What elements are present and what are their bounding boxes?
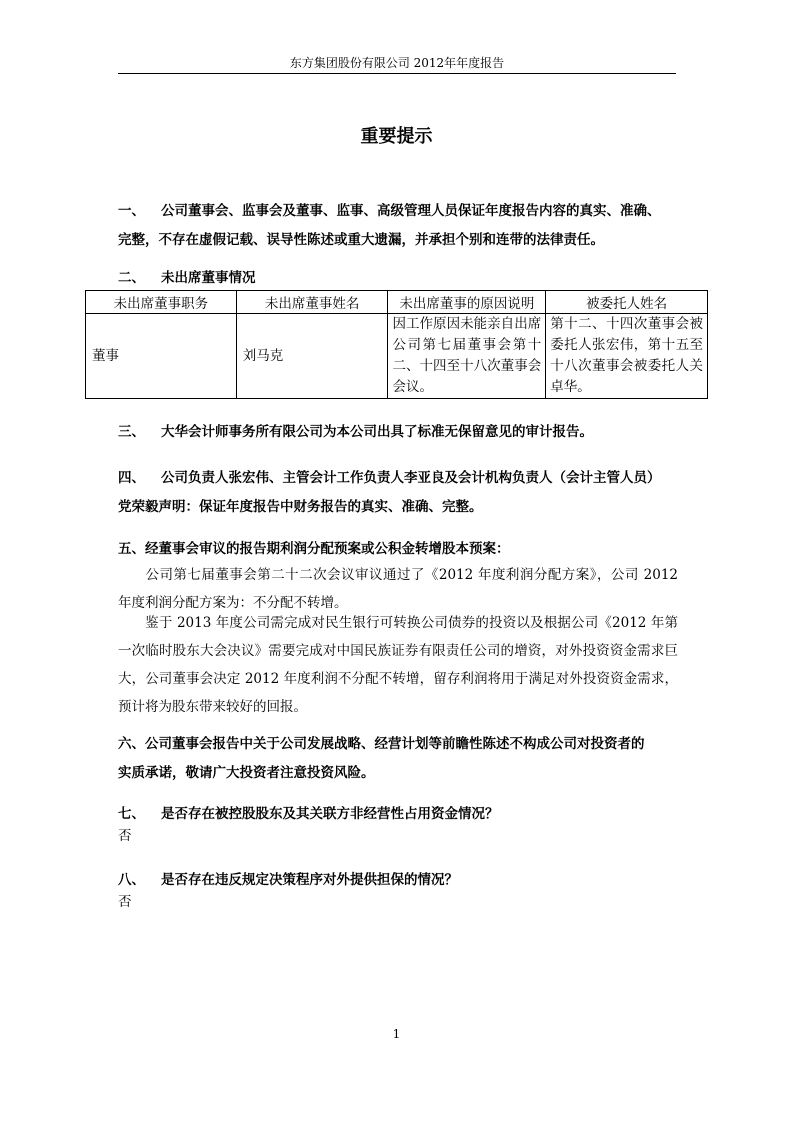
cell-reason: 因工作原因未能亲自出席公司第七届董事会第十二、十四至十八次董事会会议。 [388, 314, 546, 399]
section-1-line-2: 完整，不存在虚假记载、误导性陈述或重大遗漏，并承担个别和连带的法律责任。 [118, 232, 604, 248]
section-1 [118, 197, 678, 255]
section-5-title: 五、经董事会审议的报告期利润分配预案或公积金转增股本预案： [118, 541, 510, 557]
table-header-cell: 未出席董事的原因说明 [388, 291, 546, 314]
section-4-line-2: 党荣毅声明：保证年度报告中财务报告的真实、准确、完整。 [118, 499, 483, 515]
header-rule [118, 73, 676, 74]
cell-proxy: 第十二、十四次董事会被委托人张宏伟，第十五至十八次董事会被委托人关卓华。 [546, 314, 708, 399]
section-7-answer: 否 [118, 828, 132, 844]
section-6-line-1: 六、公司董事会报告中关于公司发展战略、经营计划等前瞻性陈述不构成公司对投资者的 [118, 736, 645, 752]
section-6-line-2: 实质承诺，敬请广大投资者注意投资风险。 [118, 765, 375, 781]
section-5-paragraph-1-text: 公司第七届董事会第二十二次会议审议通过了《2012 年度利润分配方案》，公司 2012 年度利润分配方案为：不分配不转增。 [118, 567, 678, 611]
table-header-cell: 被委托人姓名 [546, 291, 708, 314]
section-5-paragraph-2-text: 鉴于 2013 年度公司需完成对民生银行可转换公司债券的投资以及根据公司《2012 年第一次临时股东大会决议》需要完成对中国民族证券有限责任公司的增资，对外投资资金需求巨大，公司董事会决定 2012 年度利润不分配不转增，留存利润将用于满足对外投资资金需求，预计将为股东带来较好的回报。 [118, 615, 678, 715]
section-2-number: 二、 [118, 270, 145, 286]
section-3-number: 三、 [118, 424, 145, 440]
page-number: 1 [392, 1027, 401, 1041]
section-4 [118, 464, 678, 522]
section-8-question: 是否存在违反规定决策程序对外提供担保的情况？ [161, 872, 458, 888]
table-row [86, 314, 708, 399]
section-3 [118, 418, 678, 447]
cell-position: 董事 [86, 314, 237, 399]
section-6 [118, 730, 678, 788]
section-1-number: 一、 [118, 203, 145, 219]
table-header-cell: 未出席董事职务 [86, 291, 237, 314]
section-5-paragraph-2 [118, 609, 678, 721]
section-8 [118, 866, 678, 895]
section-4-number: 四、 [118, 470, 145, 486]
section-2 [118, 264, 678, 293]
section-8-answer: 否 [118, 894, 132, 910]
section-7-question: 是否存在被控股股东及其关联方非经营性占用资金情况？ [161, 806, 499, 822]
section-3-text: 大华会计师事务所有限公司为本公司出具了标准无保留意见的审计报告。 [161, 424, 593, 440]
table-header-cell: 未出席董事姓名 [236, 291, 388, 314]
page-title: 重要提示 [360, 126, 433, 147]
section-2-title: 未出席董事情况 [161, 270, 256, 286]
section-7 [118, 800, 678, 829]
cell-name: 刘马克 [236, 314, 388, 399]
table-header-row [86, 291, 708, 314]
absent-directors-table [85, 290, 708, 399]
page-header: 东方集团股份有限公司 2012年年度报告 [289, 56, 505, 70]
section-7-number: 七、 [118, 806, 145, 822]
section-4-line-1: 公司负责人张宏伟、主管会计工作负责人李亚良及会计机构负责人（会计主管人员） [161, 470, 661, 486]
section-8-number: 八、 [118, 872, 145, 888]
section-1-line-1: 公司董事会、监事会及董事、监事、高级管理人员保证年度报告内容的真实、准确、 [161, 203, 661, 219]
